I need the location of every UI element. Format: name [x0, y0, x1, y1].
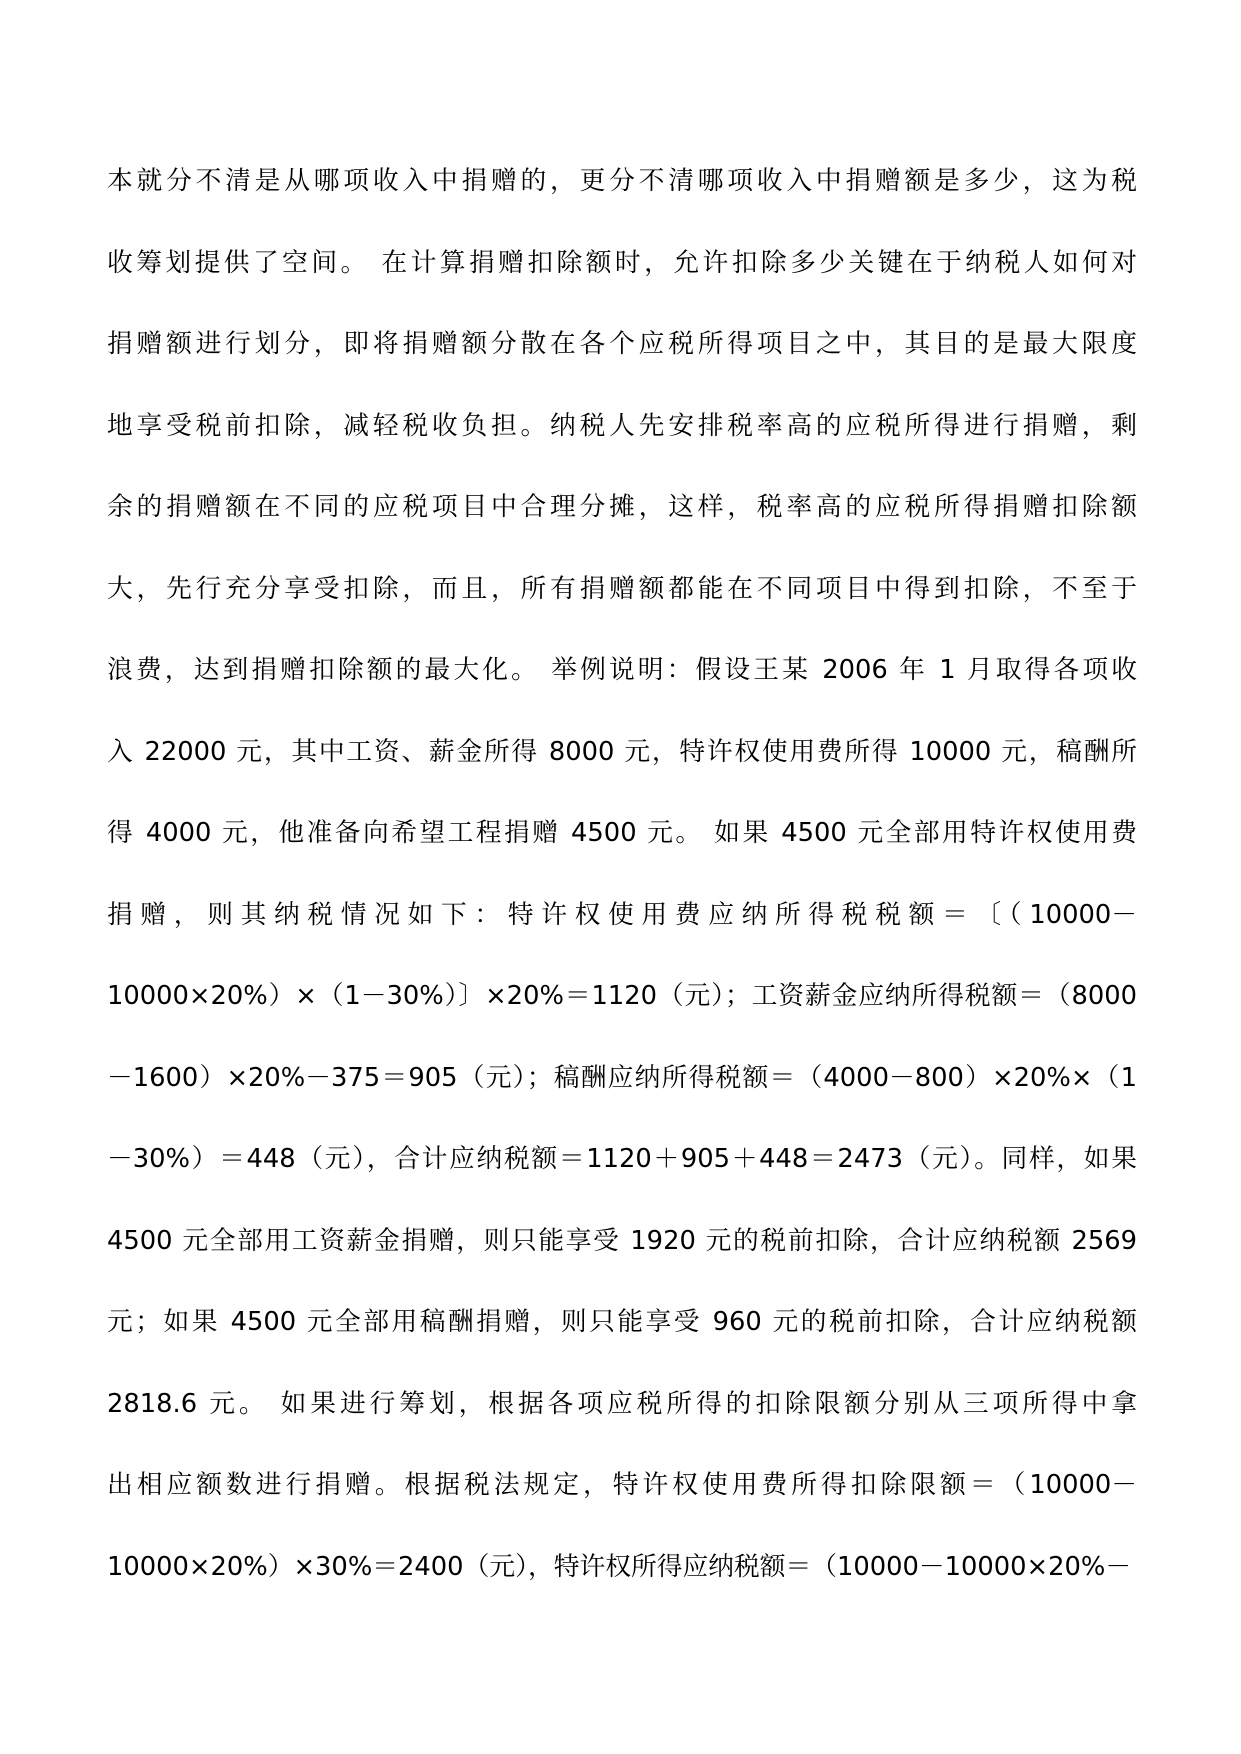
text-line: 元；如果 4500 元全部用稿酬捐赠，则只能享受 960 元的税前扣除，合计应纳税额: [107, 1307, 1137, 1337]
body-text: [107, 166, 1137, 1633]
text-line: 10000×20%）×（1－30%）〕×20%＝1120（元）；工资薪金应纳所得税额＝（8000: [107, 981, 1137, 1011]
text-line: 出相应额数进行捐赠。根据税法规定，特许权使用费所得扣除限额＝（10000－: [107, 1470, 1137, 1500]
text-line: 入 22000 元，其中工资、薪金所得 8000 元，特许权使用费所得 10000 元，稿酬所: [107, 736, 1137, 767]
text-line: 捐赠额进行划分，即将捐赠额分散在各个应税所得项目之中，其目的是最大限度: [107, 329, 1137, 359]
text-line: －1600）×20%－375＝905（元）；稿酬应纳所得税额＝（4000－800）×20%×（1: [107, 1062, 1137, 1093]
text-line: 捐赠，则其纳税情况如下：特许权使用费应纳所得税税额＝〔（10000－: [107, 899, 1137, 930]
text-line: 收筹划提供了空间。 在计算捐赠扣除额时，允许扣除多少关键在于纳税人如何对: [107, 247, 1137, 278]
text-line: 大，先行充分享受扣除，而且，所有捐赠额都能在不同项目中得到扣除，不至于: [107, 573, 1137, 604]
text-line: 余的捐赠额在不同的应税项目中合理分摊，这样，税率高的应税所得捐赠扣除额: [107, 492, 1137, 522]
text-line: 浪费，达到捐赠扣除额的最大化。 举例说明：假设王某 2006 年 1 月取得各项收: [107, 655, 1137, 685]
text-line: 得 4000 元，他准备向希望工程捐赠 4500 元。 如果 4500 元全部用特许权使用费: [107, 818, 1137, 848]
text-line: 10000×20%）×30%＝2400（元），特许权所得应纳税额＝（10000－10000×20%－: [107, 1551, 1132, 1582]
text-line: －30%）＝448（元），合计应纳税额＝1120＋905＋448＝2473（元）。同样，如果: [107, 1144, 1137, 1174]
text-line: 本就分不清是从哪项收入中捐赠的，更分不清哪项收入中捐赠额是多少，这为税: [107, 166, 1137, 196]
text-line: 地享受税前扣除，减轻税收负担。纳税人先安排税率高的应税所得进行捐赠，剩: [107, 410, 1137, 441]
text-line: 4500 元全部用工资薪金捐赠，则只能享受 1920 元的税前扣除，合计应纳税额 2569: [107, 1225, 1137, 1256]
text-line: 2818.6 元。 如果进行筹划，根据各项应税所得的扣除限额分别从三项所得中拿: [107, 1388, 1137, 1419]
